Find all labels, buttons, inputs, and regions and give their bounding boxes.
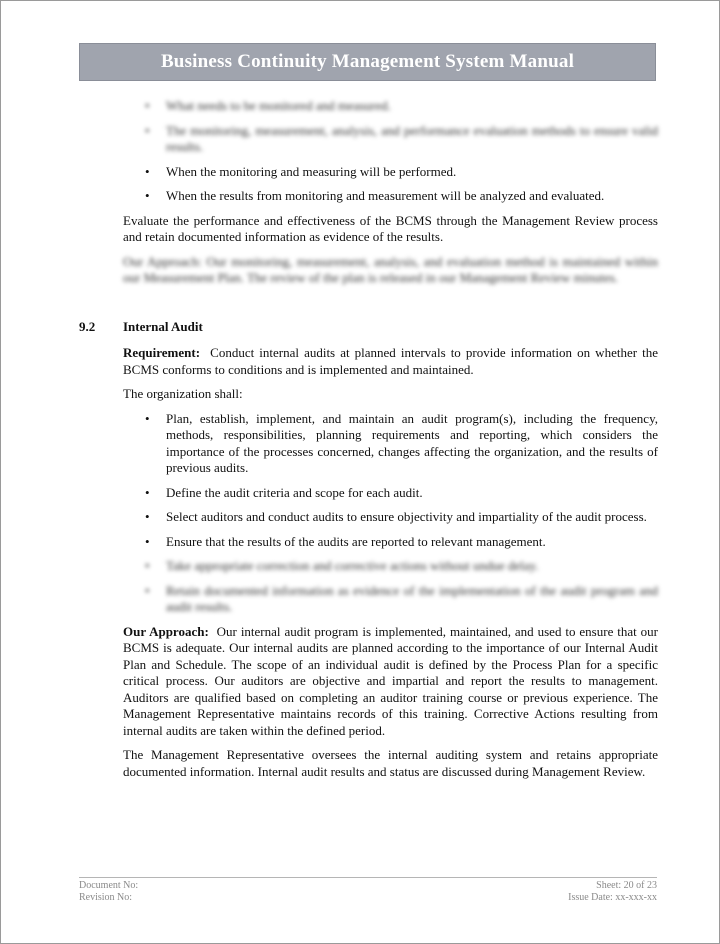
- bullet-dot-icon: •: [145, 582, 150, 598]
- footer-divider: [79, 877, 657, 878]
- bullet-dot-icon: •: [145, 509, 150, 524]
- section-title: Internal Audit: [123, 319, 203, 334]
- bullet-dot-icon: •: [145, 410, 150, 426]
- bullet-dot-icon: •: [145, 98, 150, 113]
- approach-label: Our Approach:: [123, 623, 209, 639]
- audit-bullet-list: [123, 411, 658, 551]
- blurred-audit-bullet-list: [123, 558, 658, 616]
- bullet-item: • Select auditors and conduct audits to ensure objectivity and impartiality of the audit process.: [145, 509, 647, 524]
- bullet-item: • Ensure that the results of the audits are reported to relevant management.: [145, 533, 546, 549]
- requirement-label: Requirement:: [123, 345, 201, 360]
- footer-row-2: [79, 892, 657, 904]
- closing-paragraph: The Management Representative oversees the internal auditing system and retains appropriate documented information. Internal audit results and status are discussed during Management Review.: [123, 747, 658, 779]
- bullet-item: • When the results from monitoring and measurement will be analyzed and evaluated.: [145, 188, 605, 203]
- monitoring-bullet-list: [123, 164, 658, 205]
- requirement-text: Conduct internal audits at planned intervals to provide information on whether the BCMS conforms to conditions and is implemented and maintained.: [123, 345, 658, 377]
- organization-shall: The organization shall:: [123, 386, 243, 401]
- bullet-dot-icon: •: [145, 163, 150, 179]
- bullet-dot-icon: •: [145, 122, 150, 138]
- bullet-item: • Plan, establish, implement, and maintain an audit program(s), including the frequency, methods, responsibilities, planning requirements and reporting, which considers the importance of the processes concerned, changes affecting the organization, and the results of previous audits.: [145, 410, 658, 475]
- issue-date: Issue Date: xx-xxx-xx: [568, 892, 657, 903]
- bullet-dot-icon: •: [145, 533, 150, 549]
- blurred-bullet-item: • The monitoring, measurement, analysis, and performance evaluation methods to ensure valid results.: [145, 122, 658, 154]
- footer-row-1: [79, 880, 657, 892]
- blurred-bullet-item: • Take appropriate correction and corrective actions without undue delay.: [145, 558, 539, 573]
- blurred-bullet-item: • Retain documented information as evidence of the implementation of the audit program and audit results.: [145, 582, 658, 614]
- section-number: 9.2: [79, 319, 96, 334]
- bullet-dot-icon: •: [145, 484, 150, 500]
- bullet-dot-icon: •: [145, 558, 150, 573]
- requirement-paragraph: [123, 345, 658, 378]
- bullet-item: • When the monitoring and measuring will be performed.: [145, 163, 457, 179]
- approach-text: Our internal audit program is implemented, maintained, and used to ensure that our BCMS is adequate. Our internal audits are planned according to the importance of our Internal Audit Plan and Schedule. The scope of an individual audit is defined by the Process Plan for a specific critical process. Our auditors are objective and impartial and report the results to management. Auditors are qualified based on completing an auditor training course or previous experience. The Management Representative maintains records of this training. Corrective Actions resulting from internal audits are taken within the defined period.: [123, 623, 659, 738]
- bullet-item: • Define the audit criteria and scope for each audit.: [145, 484, 423, 500]
- top-content: [123, 98, 658, 295]
- evaluate-paragraph: Evaluate the performance and effectiveness of the BCMS through the Management Review process and retain documented information as evidence of the results.: [123, 212, 658, 244]
- revision-number-label: Revision No:: [79, 892, 133, 903]
- page-footer: [79, 880, 657, 904]
- document-header-band: [79, 43, 656, 81]
- sheet-number: Sheet: 20 of 23: [596, 880, 657, 891]
- approach-paragraph: [123, 624, 658, 740]
- section-heading: [79, 319, 659, 335]
- blurred-approach-paragraph: Our Approach: Our monitoring, measurement, analysis, and evaluation method is maintained within our Measurement Plan. The review of the plan is released in our Management Review minutes.: [123, 253, 658, 285]
- internal-audit-content: [123, 345, 658, 788]
- blurred-bullet-item: • What needs to be monitored and measured.: [145, 98, 391, 113]
- blurred-bullet-list: [123, 98, 658, 156]
- document-number-label: Document No:: [79, 880, 139, 891]
- bullet-dot-icon: •: [145, 188, 150, 203]
- document-title: Business Continuity Management System Manual: [160, 51, 575, 72]
